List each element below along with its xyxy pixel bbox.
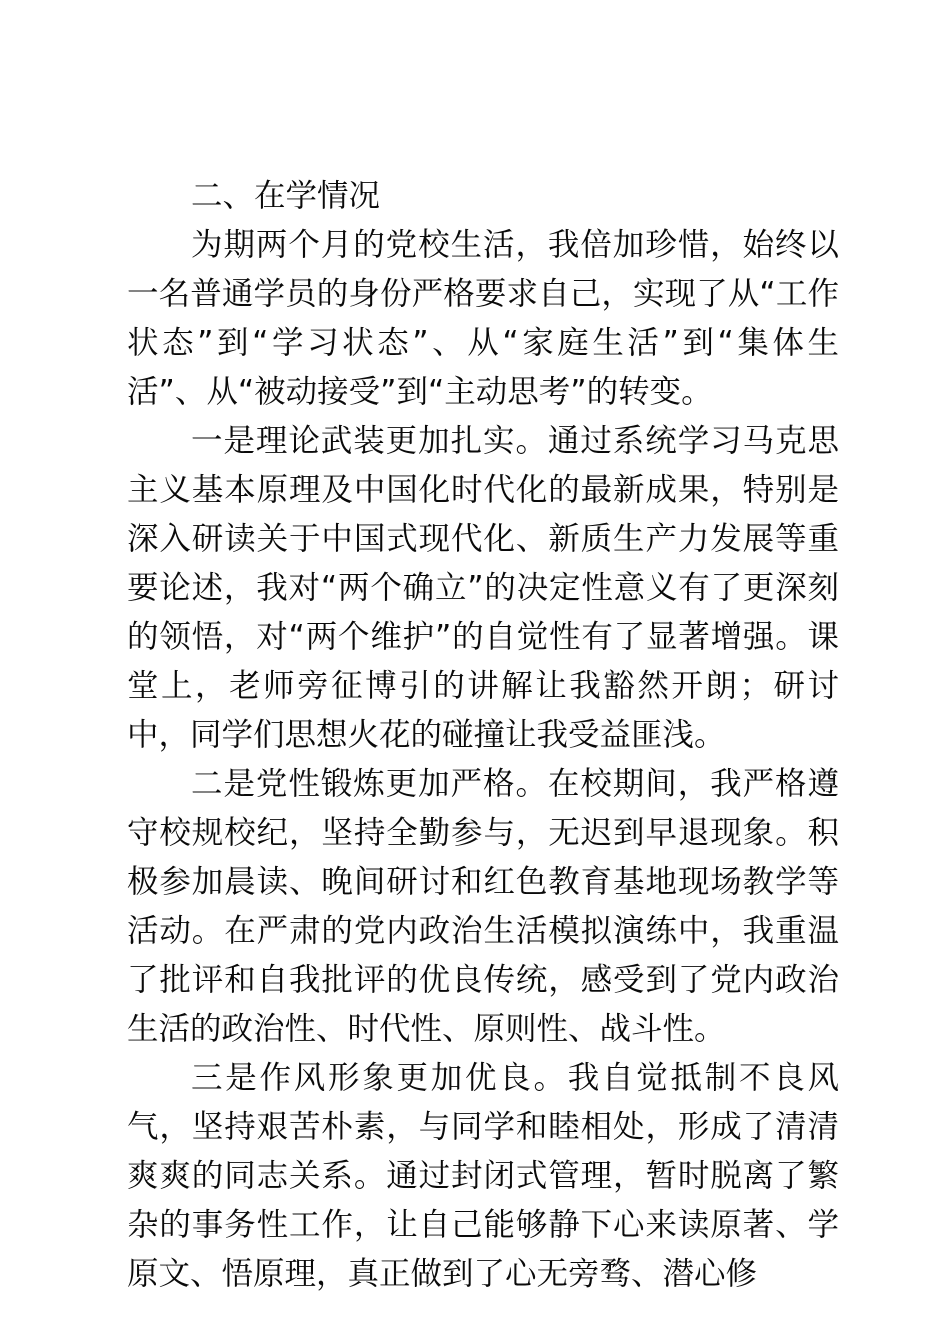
section-heading: 二、在学情况 xyxy=(191,178,381,214)
document-body xyxy=(127,172,839,1299)
paragraph-point-three: 三是作风形象更加优良。我自觉抵制不良风气，坚持艰苦朴素，与同学和睦相处，形成了清清爽爽的同志关系。通过封闭式管理，暂时脱离了繁杂的事务性工作，让自己能够静下心来读原著、学原文、悟原理，真正做到了心无旁骛、潜心修 xyxy=(127,1060,839,1292)
paragraph-intro: 为期两个月的党校生活，我倍加珍惜，始终以一名普通学员的身份严格要求自己，实现了从“工作状态”到“学习状态”、从“家庭生活”到“集体生活”、从“被动接受”到“主动思考”的转变。 xyxy=(127,227,839,410)
paragraph-point-one: 一是理论武装更加扎实。通过系统学习马克思主义基本原理及中国化时代化的最新成果，特别是深入研读关于中国式现代化、新质生产力发展等重要论述，我对“两个确立”的决定性意义有了更深刻的领悟，对“两个维护”的自觉性有了显著增强。课堂上，老师旁征博引的讲解让我豁然开朗；研讨中，同学们思想火花的碰撞让我受益匪浅。 xyxy=(127,423,839,753)
paragraph-point-two: 二是党性锻炼更加严格。在校期间，我严格遵守校规校纪，坚持全勤参与，无迟到早退现象。积极参加晨读、晚间研讨和红色教育基地现场教学等活动。在严肃的党内政治生活模拟演练中，我重温了批评和自我批评的优良传统，感受到了党内政治生活的政治性、时代性、原则性、战斗性。 xyxy=(127,766,839,1047)
